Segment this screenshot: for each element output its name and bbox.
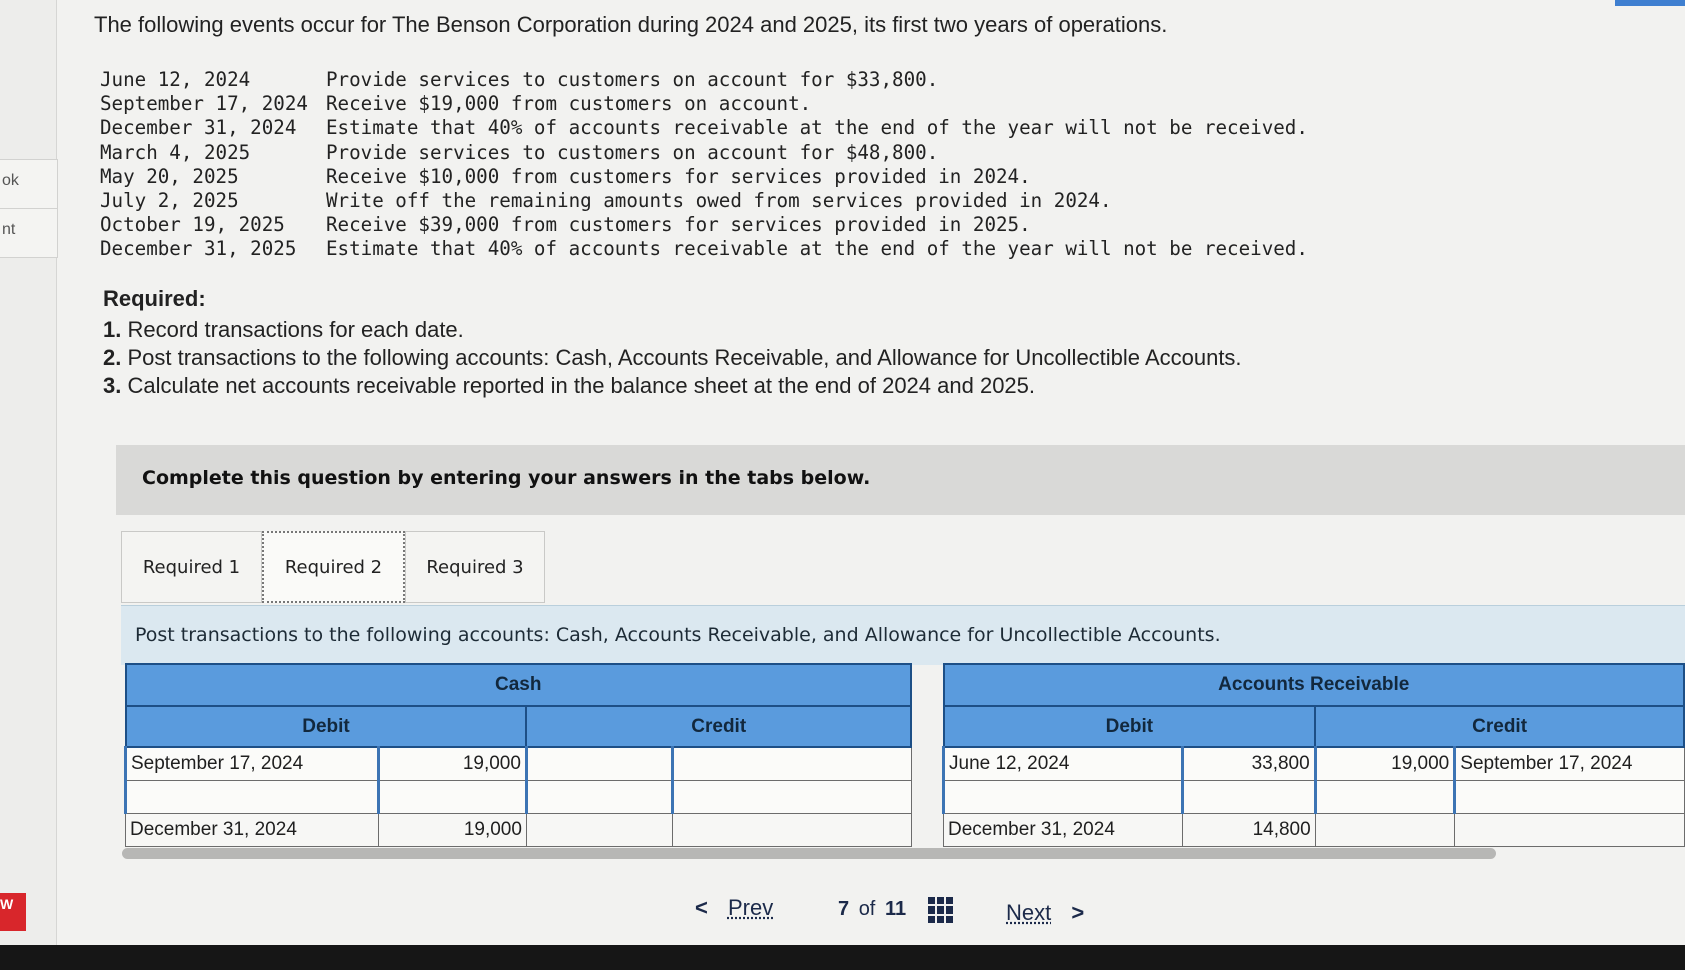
panel-instruction-bar: [121, 605, 1685, 665]
event-row: [100, 189, 1308, 213]
event-row: [100, 213, 1308, 237]
grid-icon[interactable]: [928, 897, 954, 923]
table-header-row: [944, 706, 1685, 747]
ar-credit-header: Credit: [1315, 706, 1684, 747]
ar-debit-date-select[interactable]: June 12, 2024: [944, 747, 1183, 780]
event-text: Receive $10,000 from customers for services provided in 2024.: [326, 164, 1031, 188]
table-row: [944, 747, 1685, 780]
cash-debit-amount-input[interactable]: 19,000: [379, 747, 527, 780]
event-text: Estimate that 40% of accounts receivable at the end of the year will not be received.: [326, 116, 1308, 140]
current-page: 7: [838, 898, 850, 920]
event-row: [100, 141, 1308, 165]
accounts-receivable-t-account: [942, 663, 1685, 847]
tab-label: Required 1: [142, 556, 241, 578]
event-row: [100, 92, 1308, 116]
bottom-bezel: [0, 945, 1685, 970]
tab-label: Required 2: [284, 556, 383, 578]
required-item-text: Post transactions to the following accounts: Cash, Accounts Receivable, and Allowance for Uncollectible Accounts.: [127, 345, 1242, 370]
brand-logo-text: W: [0, 896, 14, 912]
sidebar-item-print[interactable]: [0, 208, 58, 258]
sidebar-item-label: nt: [2, 221, 16, 238]
tab-required-3[interactable]: [405, 531, 545, 603]
required-item-number: 3.: [103, 373, 122, 398]
tab-required-1[interactable]: [121, 531, 262, 603]
cash-credit-date-select[interactable]: [673, 747, 911, 780]
ar-debit-date-select[interactable]: [944, 780, 1183, 813]
cash-debit-date-select[interactable]: September 17, 2024: [126, 747, 379, 780]
ar-credit-date-select[interactable]: [1455, 780, 1684, 813]
ar-balance-amount: 14,800: [1183, 813, 1316, 846]
ar-debit-amount-input[interactable]: [1183, 780, 1316, 813]
tab-required-2[interactable]: [262, 531, 405, 603]
chevron-left-icon: <: [695, 895, 708, 920]
sidebar-item-label: ok: [2, 172, 19, 189]
ar-debit-header: Debit: [944, 706, 1316, 747]
event-date: July 2, 2025: [100, 189, 239, 213]
cash-debit-amount-input[interactable]: [379, 780, 527, 813]
event-date: December 31, 2024: [100, 116, 297, 140]
table-row: [126, 780, 912, 813]
tab-label: Required 3: [426, 556, 524, 578]
cash-account-title: Cash: [126, 664, 912, 706]
table-row: [126, 813, 912, 846]
cash-debit-date-select[interactable]: [126, 780, 379, 813]
event-date: October 19, 2025: [100, 213, 285, 237]
ar-balance-credit-date: [1455, 813, 1684, 846]
event-row: [100, 237, 1308, 261]
event-date: June 12, 2024: [100, 68, 251, 91]
prev-label: Prev: [727, 895, 774, 920]
cash-balance-amount: 19,000: [379, 813, 527, 846]
cash-credit-header: Credit: [526, 706, 911, 747]
required-item: [103, 344, 1242, 372]
brand-logo: [0, 893, 26, 931]
sidebar-item-book[interactable]: [0, 159, 58, 209]
cash-balance-credit: [526, 813, 672, 846]
ar-balance-credit: [1315, 813, 1455, 846]
total-pages: 11: [884, 898, 907, 920]
cash-credit-amount-input[interactable]: [526, 780, 672, 813]
required-item: [103, 372, 1242, 400]
cash-debit-header: Debit: [126, 706, 527, 747]
event-text: Provide services to customers on account for $48,800.: [326, 140, 939, 164]
table-header-row: [126, 706, 912, 747]
ar-account-title: Accounts Receivable: [944, 664, 1685, 706]
event-date: December 31, 2025: [100, 237, 297, 261]
required-title: Required:: [103, 286, 206, 311]
left-sidebar: [0, 0, 57, 945]
next-label: Next: [1006, 900, 1052, 925]
event-row: [100, 165, 1308, 189]
ar-credit-date-select[interactable]: September 17, 2024: [1455, 747, 1684, 780]
cash-credit-amount-input[interactable]: [526, 747, 672, 780]
required-item-text: Record transactions for each date.: [127, 317, 464, 342]
problem-intro: The following events occur for The Benson Corporation during 2024 and 2025, its first two years of operations.: [94, 12, 1168, 37]
ar-credit-amount-input[interactable]: [1315, 780, 1455, 813]
complete-prompt-box: [116, 445, 1685, 515]
cash-balance-date: December 31, 2024: [126, 813, 379, 846]
required-tabs: [121, 531, 545, 605]
table-header-row: [126, 664, 912, 706]
event-date: May 20, 2025: [100, 164, 239, 188]
next-button[interactable]: [1006, 900, 1084, 926]
required-item-text: Calculate net accounts receivable reported in the balance sheet at the end of 2024 and 2025.: [127, 373, 1036, 398]
event-text: Estimate that 40% of accounts receivable at the end of the year will not be received.: [326, 237, 1308, 261]
event-row: [100, 116, 1308, 140]
event-text: Receive $19,000 from customers on account.: [326, 92, 812, 116]
horizontal-scrollbar[interactable]: [122, 848, 1496, 859]
events-list: [100, 68, 1308, 262]
table-row: [126, 747, 912, 780]
page-of-text: of: [858, 898, 876, 920]
event-row: [100, 68, 1308, 92]
table-row: [944, 780, 1685, 813]
panel-instruction: Post transactions to the following accounts: Cash, Accounts Receivable, and Allowance for Uncollectible Accounts.: [135, 624, 1221, 646]
page-indicator: [838, 898, 906, 921]
required-item-number: 1.: [103, 317, 122, 342]
cash-t-account: [124, 663, 912, 847]
event-text: Provide services to customers on account for $33,800.: [326, 68, 939, 91]
event-text: Write off the remaining amounts owed from services provided in 2024.: [326, 189, 1112, 213]
chevron-right-icon: >: [1071, 900, 1085, 925]
event-text: Receive $39,000 from customers for services provided in 2025.: [326, 213, 1031, 237]
prev-button[interactable]: [695, 895, 773, 921]
table-header-row: [944, 664, 1685, 706]
cash-credit-date-select[interactable]: [673, 780, 911, 813]
ar-balance-date: December 31, 2024: [944, 813, 1183, 846]
ar-credit-amount-input[interactable]: 19,000: [1315, 747, 1455, 780]
event-date: March 4, 2025: [100, 140, 251, 164]
required-item: [103, 316, 1242, 344]
complete-prompt: Complete this question by entering your answers in the tabs below.: [142, 467, 871, 489]
top-accent-bar: [1615, 0, 1685, 6]
table-row: [944, 813, 1685, 846]
required-section: [103, 286, 1242, 400]
ar-debit-amount-input[interactable]: 33,800: [1183, 747, 1316, 780]
required-item-number: 2.: [103, 345, 122, 370]
cash-balance-credit-date: [673, 813, 911, 846]
event-date: September 17, 2024: [100, 92, 308, 116]
